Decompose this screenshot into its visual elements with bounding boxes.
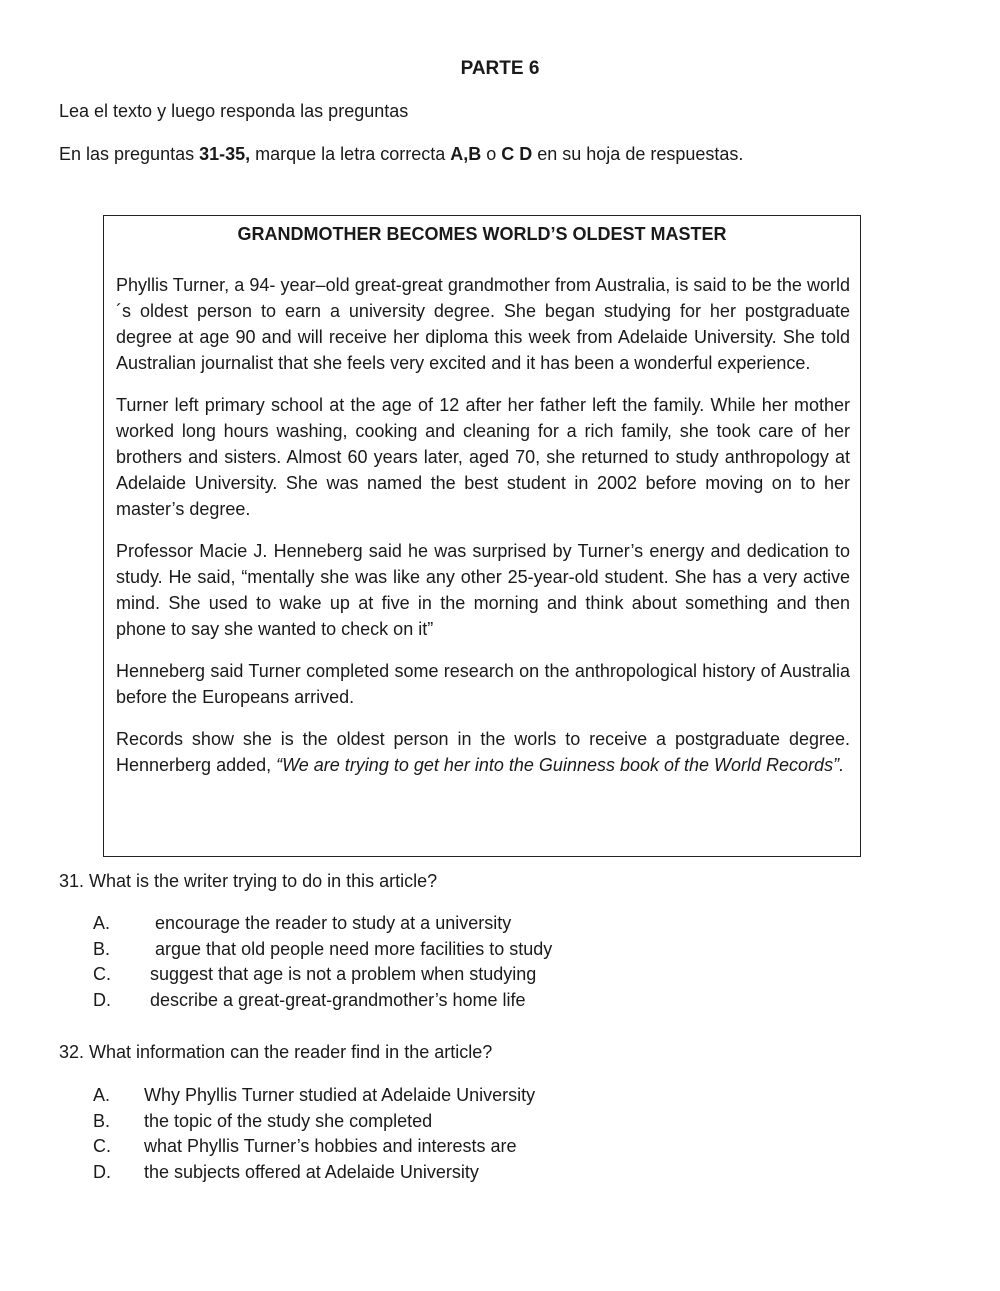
instruction-mark-mid: marque la letra correcta (250, 144, 451, 164)
option-letter: A. (93, 1085, 111, 1105)
option-letter: C. (93, 964, 111, 985)
letters-ab: A,B (450, 144, 482, 164)
question-31-options (93, 911, 552, 1014)
option-letter: B. (93, 938, 111, 959)
article-paragraph: Henneberg said Turner completed some research on the anthropological history of Australia before the Europeans arrived. (116, 661, 850, 707)
option-31-d[interactable] (93, 988, 552, 1014)
option-text: what Phyllis Turner’s hobbies and interests are (144, 1136, 517, 1157)
option-letter: D. (93, 990, 111, 1011)
article-title: GRANDMOTHER BECOMES WORLD’S OLDEST MASTER (237, 224, 727, 244)
article-box (103, 215, 861, 857)
guinness-quote: “We are trying to get her into the Guinness book of the World Records”. (276, 755, 845, 775)
instruction-mark (59, 144, 743, 165)
instruction-mark-post: en su hoja de respuestas. (532, 144, 744, 164)
option-text: suggest that age is not a problem when studying (150, 964, 537, 985)
option-text: encourage the reader to study at a university (150, 913, 512, 933)
question-31: 31. What is the writer trying to do in this article? (59, 871, 438, 891)
instruction-mark-pre: En las preguntas (59, 144, 200, 164)
option-text: Why Phyllis Turner studied at Adelaide University (144, 1085, 536, 1105)
option-text: argue that old people need more facilities to study (150, 938, 553, 959)
option-letter: B. (93, 1110, 111, 1131)
option-31-a[interactable] (93, 911, 552, 937)
instruction-read: Lea el texto y luego responda las preguntas (59, 101, 409, 121)
question-32: 32. What information can the reader find in the article? (59, 1042, 493, 1062)
option-32-d[interactable] (93, 1160, 535, 1186)
instruction-or: o (481, 144, 502, 164)
article-paragraph: Turner left primary school at the age of 12 after her father left the family. While her mother worked long hours washing, cooking and cleaning for a rich family, she took care of her brothers and sisters. Almost 60 years later, aged 70, she returned to study anthropology at Adelaide University. She was named the best student in 2002 before moving on to her master’s degree. (116, 395, 850, 519)
option-31-b[interactable] (93, 937, 552, 963)
article-body (116, 272, 850, 794)
option-32-a[interactable] (93, 1083, 535, 1109)
option-32-b[interactable] (93, 1109, 535, 1135)
question-range: 31-35, (199, 144, 251, 164)
page-title: PARTE 6 (460, 58, 540, 79)
article-paragraph: Professor Macie J. Henneberg said he was surprised by Turner’s energy and dedication to study. He said, “mentally she was like any other 25-year-old student. She has a very active mind. She used to wake up at five in the morning and think about something and then phone to say she wanted to check on it” (116, 541, 850, 639)
option-letter: D. (93, 1162, 111, 1183)
article-last-plain: Records show she is the oldest person in the worls to receive a postgraduate degree. Hennerberg added, (116, 729, 850, 775)
option-31-c[interactable] (93, 962, 552, 988)
option-text: describe a great-great-grandmother’s home life (150, 990, 526, 1011)
article-paragraph-last (116, 726, 850, 778)
letters-cd: C D (501, 144, 533, 164)
article-paragraph: Phyllis Turner, a 94- year–old great-great grandmother from Australia, is said to be the world´s oldest person to earn a university degree. She began studying for her postgraduate degree at age 90 and will receive her diploma this week from Adelaide University. She told Australian journalist that she feels very excited and it has been a wonderful experience. (116, 275, 850, 373)
question-32-options (93, 1083, 535, 1186)
option-32-c[interactable] (93, 1134, 535, 1160)
option-letter: A. (93, 913, 111, 933)
option-text: the topic of the study she completed (144, 1110, 433, 1131)
option-letter: C. (93, 1136, 111, 1157)
option-text: the subjects offered at Adelaide University (144, 1162, 479, 1183)
